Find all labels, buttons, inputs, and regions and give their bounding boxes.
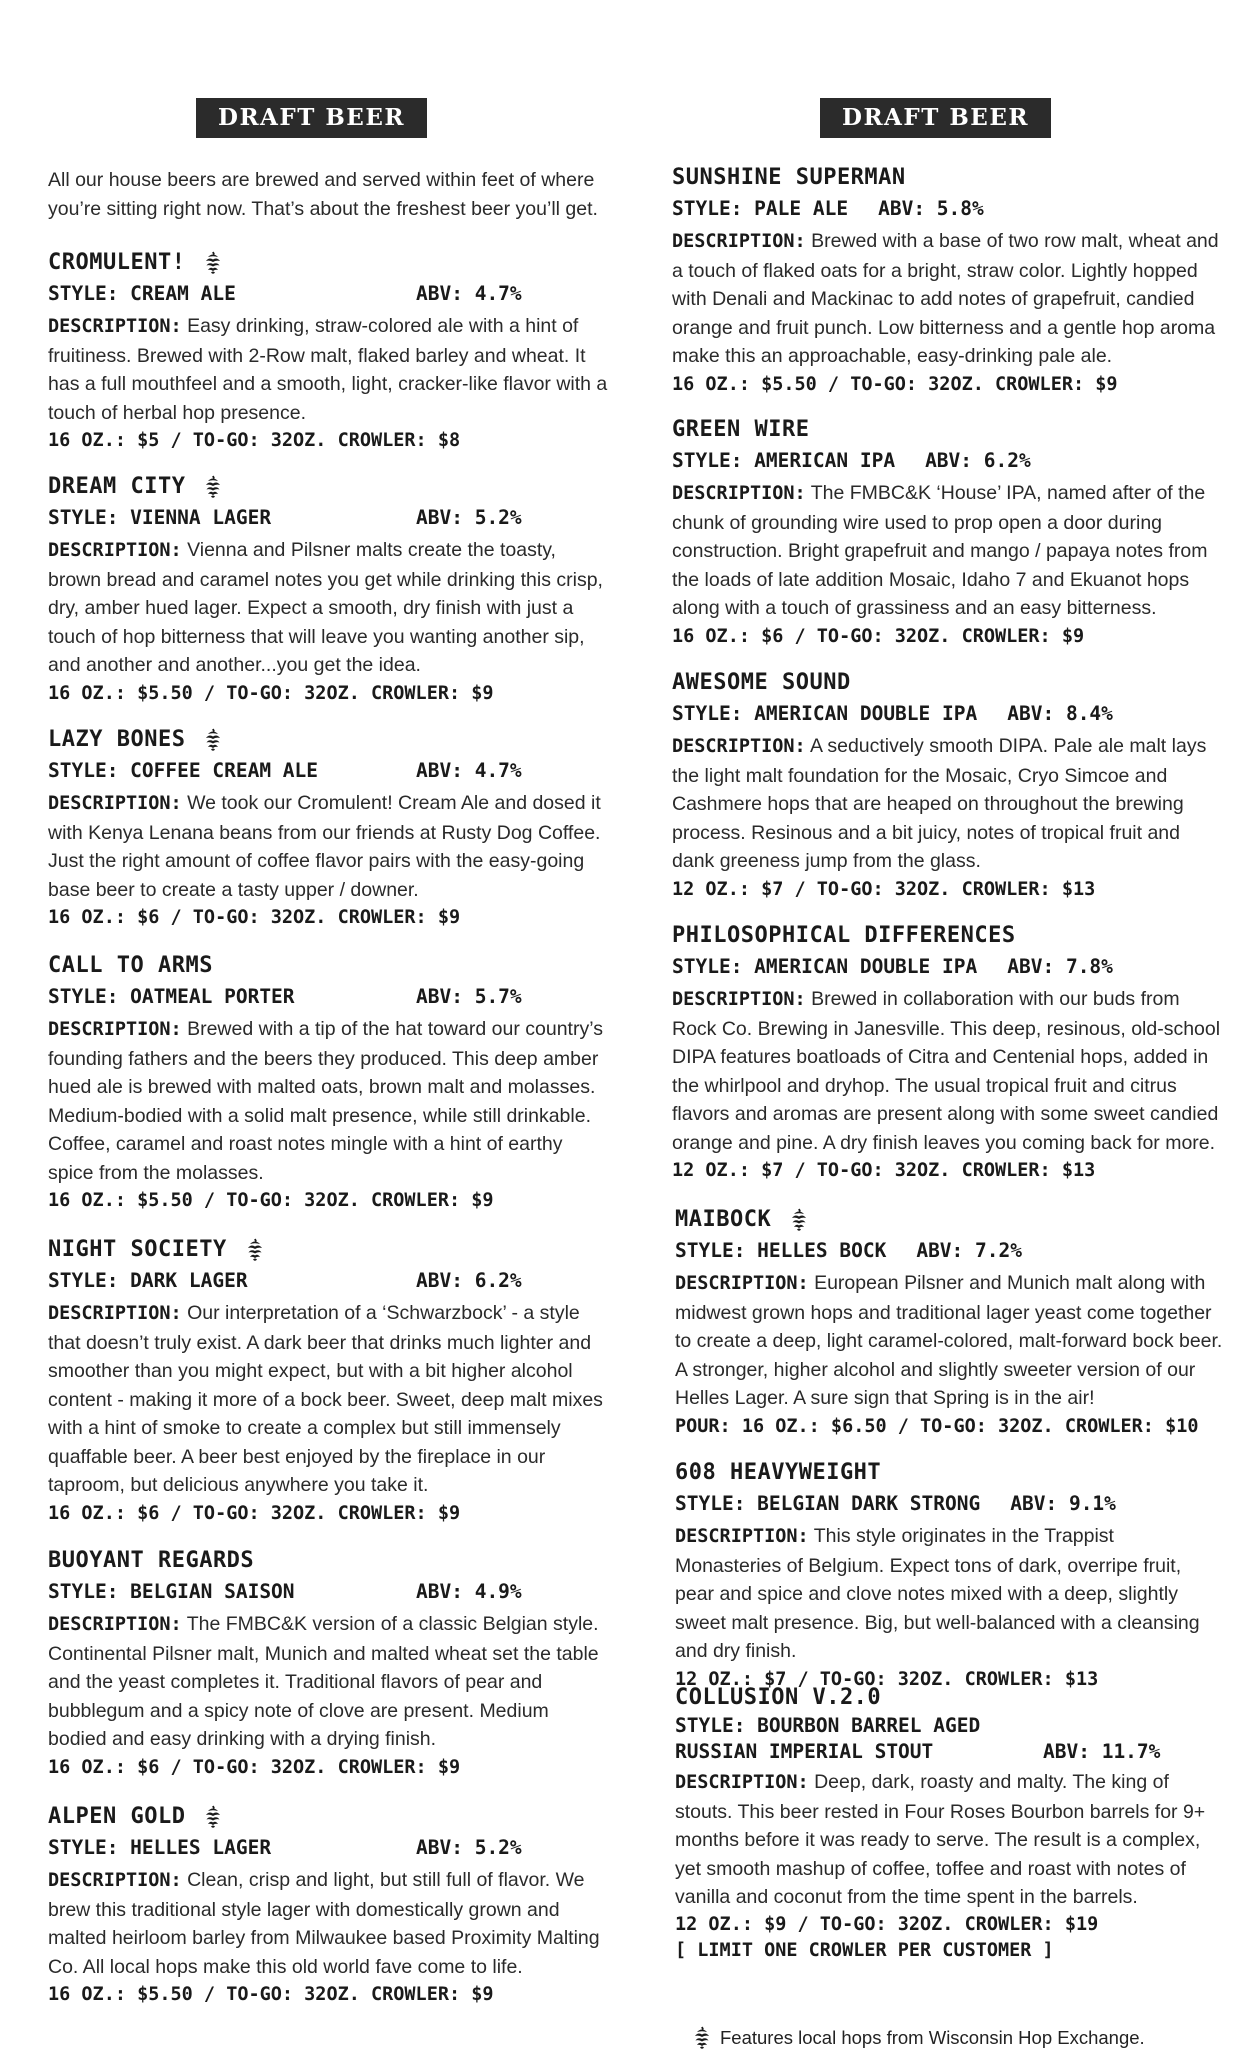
beer-abv: ABV: 5.7% [416,985,522,1008]
beer-style-row [672,951,1222,982]
beer-abv: ABV: 9.1% [1010,1492,1116,1515]
hop-icon [203,251,223,275]
description-label: DESCRIPTION: [48,316,182,337]
beer-item [48,1546,608,1782]
beer-name: PHILOSOPHICAL DIFFERENCES [672,923,1016,948]
beer-style-row [675,1488,1225,1519]
beer-style: STYLE: BELGIAN DARK STRONG [675,1492,981,1515]
hop-icon [789,1208,809,1232]
description-label: DESCRIPTION: [48,1303,182,1324]
beer-description [675,1768,1225,1912]
beer-description [675,1522,1225,1666]
beer-abv: ABV: 5.8% [878,197,984,220]
beer-style-row [672,193,1222,224]
beer-name: BUOYANT REGARDS [48,1548,255,1573]
beer-style: STYLE: HELLES BOCK [675,1239,887,1262]
description-text: The FMBC&K ‘House’ IPA, named after of the chunk of grounding wire used to prop open a door during construction. Bright grapefruit and mango / papaya notes from the loads of late addition Mosaic, Idaho 7 and Ekuanot hops along with a touch of grassiness and an easy bitterness. [672,482,1208,619]
beer-description [675,1269,1225,1413]
beer-item [672,163,1222,399]
description-text: A seductively smooth DIPA. Pale ale malt lays the light malt foundation for the Mosaic, Cryo Simcoe and Cashmere hops that are heaped on throughout the brewing process. Resinous and a bit juicy, notes of tropical fruit and dank greeness jump from the glass. [672,735,1207,872]
beer-price: 12 OZ.: $7 / TO-GO: 32OZ. CROWLER: $13 [675,1668,1099,1690]
description-label: DESCRIPTION: [675,1526,809,1547]
hop-footnote [692,2026,1145,2050]
description-text: We took our Cromulent! Cream Ale and dosed it with Kenya Lenana beans from our friends at Rusty Dog Coffee. Just the right amount of coffee flavor pairs with the easy-going base beer to create a tasty upper / downer. [48,792,601,901]
description-label: DESCRIPTION: [48,1614,182,1635]
beer-price: 16 OZ.: $5.50 / TO-GO: 32OZ. CROWLER: $9 [48,1984,494,2005]
beer-style: STYLE: DARK LAGER [48,1269,248,1292]
beer-price: 12 OZ.: $9 / TO-GO: 32OZ. CROWLER: $19 [675,1913,1099,1935]
beer-item [48,951,608,1215]
beer-name: CALL TO ARMS [48,953,213,978]
beer-price: 16 OZ.: $6 / TO-GO: 32OZ. CROWLER: $9 [48,1502,461,1524]
beer-style-row [48,278,608,309]
beer-abv: ABV: 6.2% [925,449,1031,472]
beer-item [48,248,608,455]
beer-price: 16 OZ.: $6 / TO-GO: 32OZ. CROWLER: $9 [48,907,461,928]
beer-abv: ABV: 8.4% [1007,702,1113,725]
beer-item [672,415,1222,651]
description-text: Brewed with a base of two row malt, wheat and a touch of flaked oats for a bright, straw color. Lightly hopped with Denali and Mackinac to add notes of grapefruit, candied orange and fruit punch. Low bitterness and a gentle hop aroma make this an approachable, easy-drinking pale ale. [672,230,1219,367]
hop-icon [203,728,223,752]
footnote-text: Features local hops from Wisconsin Hop Exchange. [720,2027,1145,2048]
beer-style-line2: RUSSIAN IMPERIAL STOUT [675,1740,934,1763]
beer-abv: ABV: 6.2% [416,1269,522,1292]
beer-style: STYLE: AMERICAN IPA [672,449,896,472]
beer-price: 16 OZ.: $5.50 / TO-GO: 32OZ. CROWLER: $9 [672,373,1118,395]
hop-icon [203,1805,223,1829]
beer-description [48,536,608,680]
description-text: Easy drinking, straw-colored ale with a hint of fruitiness. Brewed with 2-Row malt, flaked barley and wheat. It has a full mouthfeel and a smooth, light, cracker-like flavor with a touch of herbal hop presence. [48,315,608,424]
beer-item [675,1458,1225,1694]
beer-price: 16 OZ.: $6 / TO-GO: 32OZ. CROWLER: $9 [48,1756,461,1778]
beer-item [675,1205,1225,1441]
beer-style: STYLE: PALE ALE [672,197,849,220]
beer-item [672,668,1222,904]
hop-icon [692,2026,712,2050]
crowler-limit-note: [ LIMIT ONE CROWLER PER CUSTOMER ] [675,1939,1054,1961]
beer-price: 12 OZ.: $7 / TO-GO: 32OZ. CROWLER: $13 [672,1160,1096,1181]
beer-description [48,312,608,427]
beer-abv: ABV: 4.9% [416,1580,522,1603]
beer-style-row [48,755,608,786]
beer-style-row [672,445,1222,476]
beer-style: STYLE: CREAM ALE [48,282,236,305]
beer-description [48,1015,608,1187]
description-text: Clean, crisp and light, but still full of flavor. We brew this traditional style lager with domestically grown and malted heirloom barley from Milwaukee based Proximity Malting Co. All local hops make this old world fave come to life. [48,1869,600,1978]
beer-abv: ABV: 7.8% [1007,955,1113,978]
description-label: DESCRIPTION: [672,231,806,252]
description-text: European Pilsner and Munich malt along with midwest grown hops and traditional lager yeast come together to create a deep, light caramel-colored, malt-forward bock beer. A stronger, higher alcohol and slightly sweeter version of our Helles Lager. A sure sign that Spring is in the air! [675,1272,1223,1409]
beer-style-row [675,1713,1225,1739]
beer-name: LAZY BONES [48,725,608,755]
beer-item [672,921,1222,1185]
beer-style-row [48,1832,608,1863]
description-text: Brewed with a tip of the hat toward our country’s founding fathers and the beers they produced. This deep amber hued ale is brewed with malted oats, brown malt and molasses. Medium-bodied with a solid malt presence, while still drinkable. Coffee, caramel and roast notes mingle with a hint of earthy spice from the molasses. [48,1018,603,1184]
description-text: Our interpretation of a ‘Schwarzbock’ - a style that doesn’t truly exist. A dark beer that drinks much lighter and smoother than you might expect, but with a bit higher alcohol content - making it more of a bock beer. Sweet, deep malt mixes with a hint of smoke to create a complex but still immensely quaffable beer. A beer best enjoyed by the fireplace in our taproom, but delicious anywhere you take it. [48,1302,603,1496]
beer-price: 12 OZ.: $7 / TO-GO: 32OZ. CROWLER: $13 [672,878,1096,900]
beer-style-row [48,981,608,1012]
beer-description [48,1610,608,1754]
beer-price: 16 OZ.: $5.50 / TO-GO: 32OZ. CROWLER: $9 [48,1190,494,1211]
description-text: Brewed in collaboration with our buds from Rock Co. Brewing in Janesville. This deep, resinous, old-school DIPA features boatloads of Citra and Centenial hops, added in the whirlpool and dryhop. The usual tropical fruit and citrus flavors and aromas are present along with some sweet candied orange and pine. A dry finish leaves you coming back for more. [672,988,1221,1154]
description-label: DESCRIPTION: [675,1273,809,1294]
description-label: DESCRIPTION: [48,540,182,561]
beer-name: SUNSHINE SUPERMAN [672,165,906,190]
beer-price: 16 OZ.: $5 / TO-GO: 32OZ. CROWLER: $8 [48,430,461,451]
beer-name: MAIBOCK [675,1205,1225,1235]
hop-icon [245,1238,265,1262]
beer-item [48,725,608,932]
hop-icon [203,475,223,499]
beer-style-row [48,1576,608,1607]
beer-style: STYLE: AMERICAN DOUBLE IPA [672,702,978,725]
beer-name: DREAM CITY [48,472,608,502]
description-text: The FMBC&K version of a classic Belgian style. Continental Pilsner malt, Munich and malted wheat set the table and the yeast completes it. Traditional flavors of pear and bubblegum and a spicy note of clove are present. Medium bodied and easy drinking with a drying finish. [48,1613,599,1750]
description-label: DESCRIPTION: [672,989,806,1010]
beer-abv: ABV: 11.7% [1043,1740,1161,1763]
description-label: DESCRIPTION: [48,1019,182,1040]
beer-style: STYLE: HELLES LAGER [48,1836,272,1859]
beer-style: STYLE: COFFEE CREAM ALE [48,759,319,782]
beer-style: STYLE: BELGIAN SAISON [48,1580,295,1603]
beer-style-row [48,502,608,533]
draft-beer-header: DRAFT BEER [820,98,1051,138]
beer-name: COLLUSION V.2.0 [675,1685,882,1710]
beer-item [48,1235,608,1528]
beer-name: NIGHT SOCIETY [48,1235,608,1265]
beer-name: CROMULENT! [48,248,608,278]
beer-style-row [675,1739,1225,1765]
beer-style-row [48,1265,608,1296]
beer-item [48,1802,608,2009]
description-label: DESCRIPTION: [672,483,806,504]
beer-style: STYLE: BOURBON BARREL AGED [675,1714,981,1737]
description-label: DESCRIPTION: [675,1772,809,1793]
beer-abv: ABV: 4.7% [416,282,522,305]
beer-item [675,1683,1225,1964]
beer-style: STYLE: OATMEAL PORTER [48,985,295,1008]
beer-name: GREEN WIRE [672,417,810,442]
beer-abv: ABV: 5.2% [416,506,522,529]
beer-description [672,732,1222,876]
beer-style: STYLE: AMERICAN DOUBLE IPA [672,955,978,978]
beer-abv: ABV: 5.2% [416,1836,522,1859]
intro-text: All our house beers are brewed and served within feet of where you’re sitting right now. That’s about the freshest beer you’ll get. [48,169,598,220]
beer-price: 16 OZ.: $5.50 / TO-GO: 32OZ. CROWLER: $9 [48,682,494,704]
beer-name: ALPEN GOLD [48,1802,608,1832]
beer-price: POUR: 16 OZ.: $6.50 / TO-GO: 32OZ. CROWLER: $10 [675,1415,1199,1437]
beer-description [48,789,608,904]
beer-style-row [675,1235,1225,1266]
description-text: Deep, dark, roasty and malty. The king of stouts. This beer rested in Four Roses Bourbon barrels for 9+ months before it was ready to serve. The result is a complex, yet smooth mashup of coffee, toffee and roast with notes of vanilla and coconut from the time spent in the barrels. [675,1771,1206,1908]
beer-description [672,985,1222,1157]
beer-price: 16 OZ.: $6 / TO-GO: 32OZ. CROWLER: $9 [672,625,1085,647]
description-label: DESCRIPTION: [672,736,806,757]
beer-abv: ABV: 4.7% [416,759,522,782]
description-label: DESCRIPTION: [48,793,182,814]
beer-description [672,227,1222,371]
beer-style: STYLE: VIENNA LAGER [48,506,272,529]
beer-name: AWESOME SOUND [672,670,851,695]
beer-name: 608 HEAVYWEIGHT [675,1460,882,1485]
beer-abv: ABV: 7.2% [916,1239,1022,1262]
beer-description [672,479,1222,623]
description-label: DESCRIPTION: [48,1870,182,1891]
beer-description [48,1866,608,1981]
beer-style-row [672,698,1222,729]
description-text: This style originates in the Trappist Monasteries of Belgium. Expect tons of dark, overripe fruit, pear and spice and clove notes mixed with a deep, slightly sweet malt presence. Big, but well-balanced with a cleansing and dry finish. [675,1525,1200,1662]
draft-beer-header: DRAFT BEER [196,98,427,138]
description-text: Vienna and Pilsner malts create the toasty, brown bread and caramel notes you get while drinking this crisp, dry, amber hued lager. Expect a smooth, dry finish with just a touch of hop bitterness that will leave you wanting another sip, and another and another...you get the idea. [48,539,603,676]
beer-item [48,472,608,708]
beer-description [48,1299,608,1500]
